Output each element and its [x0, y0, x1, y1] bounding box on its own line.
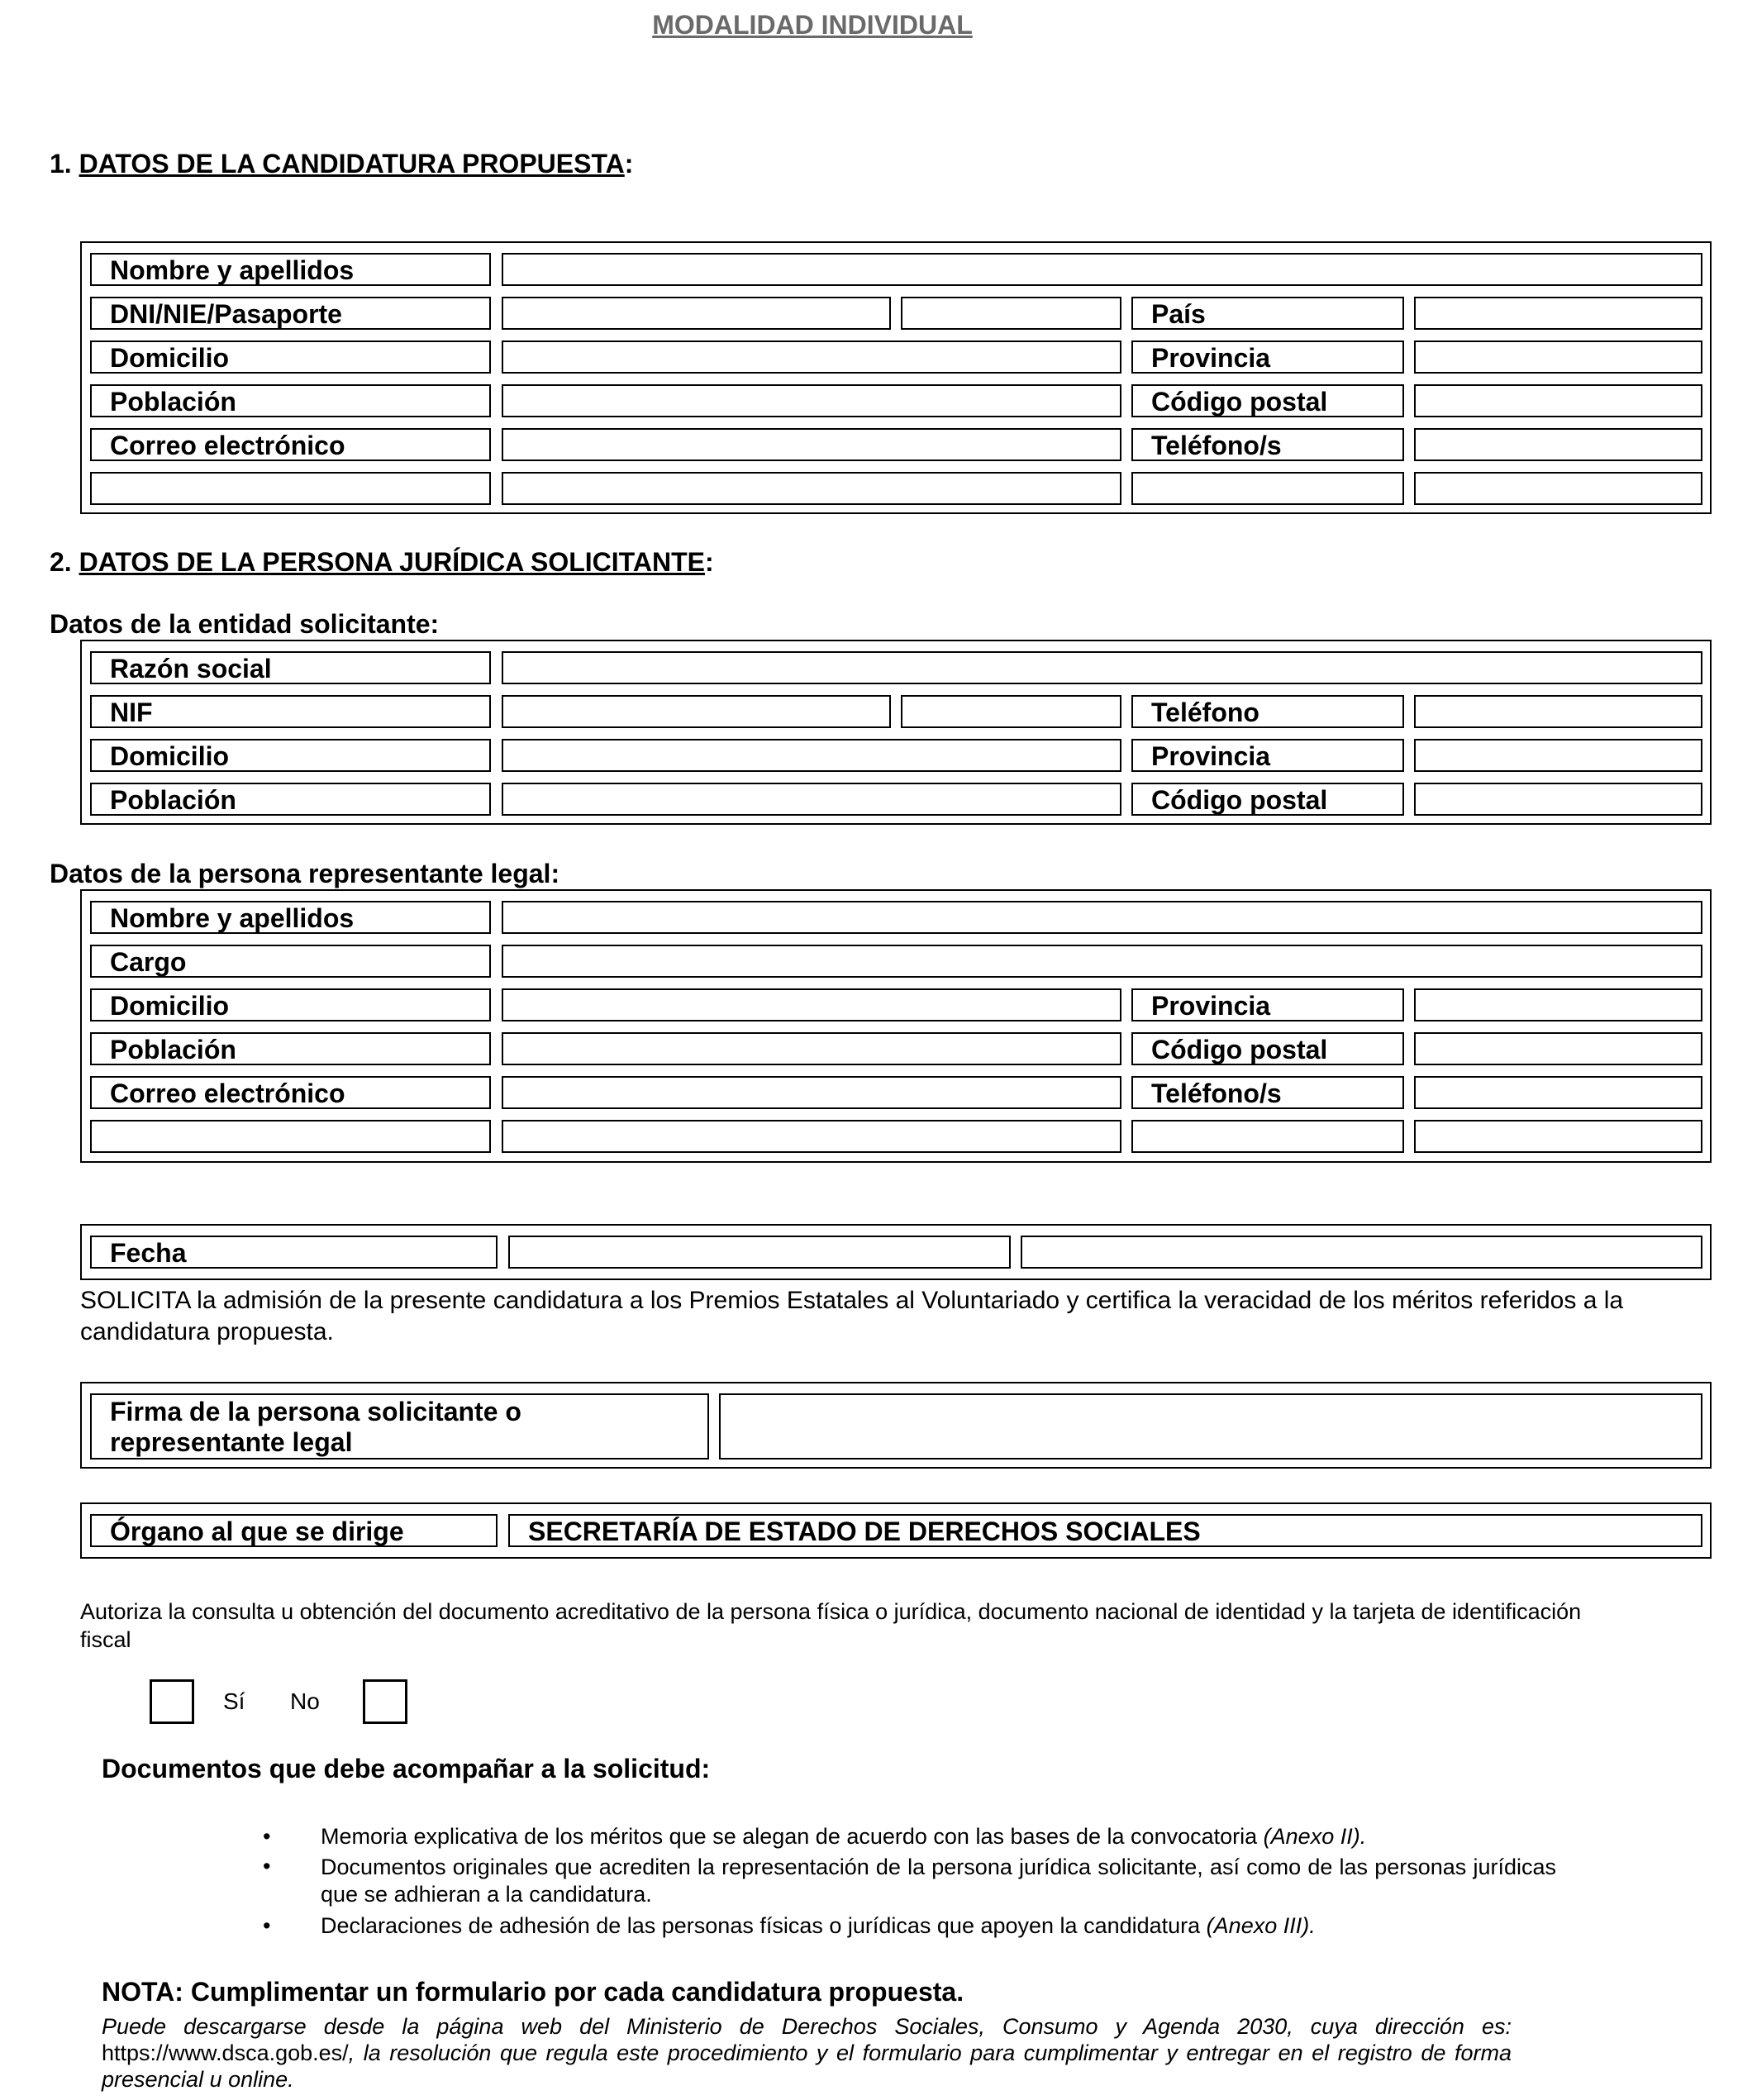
label-poblacion: Población	[90, 384, 491, 417]
nota-url-link[interactable]: https://www.dsca.gob.es/	[102, 2040, 349, 2065]
label-rep-telefonos: Teléfono/s	[1131, 1076, 1404, 1109]
input-domicilio[interactable]	[502, 340, 1121, 374]
label-pais: País	[1131, 297, 1404, 330]
input-rep-extra-2[interactable]	[502, 1120, 1121, 1153]
input-rep-codigo-postal[interactable]	[1414, 1032, 1702, 1065]
label-entidad-provincia: Provincia	[1131, 739, 1404, 772]
section-1-colon: :	[624, 149, 634, 179]
label-entidad-codigo-postal: Código postal	[1131, 783, 1404, 816]
section-2-title: DATOS DE LA PERSONA JURÍDICA SOLICITANTE	[79, 547, 705, 577]
input-poblacion[interactable]	[502, 384, 1121, 417]
label-entidad-domicilio: Domicilio	[90, 739, 491, 772]
section-2-number: 2.	[50, 547, 72, 577]
input-nombre-apellidos[interactable]	[502, 253, 1702, 286]
input-rep-nombre[interactable]	[502, 901, 1702, 934]
input-firma[interactable]	[719, 1393, 1702, 1460]
label-domicilio: Domicilio	[90, 340, 491, 374]
label-telefonos: Teléfono/s	[1131, 428, 1404, 461]
input-rep-cargo[interactable]	[502, 945, 1702, 978]
no-label: No	[290, 1688, 320, 1714]
documento-item-1-italic: (Anexo II).	[1263, 1824, 1367, 1849]
page-title: MODALIDAD INDIVIDUAL	[652, 10, 973, 40]
label-organo: Órgano al que se dirige	[90, 1514, 498, 1547]
label-razon-social: Razón social	[90, 651, 491, 684]
nota-text-after: , la resolución que regula este procedimiento y el formulario para cumplimentar y entregar en el registro de forma presencial u online.	[102, 2040, 1512, 2092]
input-rep-domicilio[interactable]	[502, 988, 1121, 1021]
input-fecha-1[interactable]	[508, 1236, 1011, 1269]
section-1-number: 1.	[50, 149, 72, 179]
input-correo[interactable]	[502, 428, 1121, 461]
documento-item-3	[321, 1912, 1556, 1940]
label-entidad-poblacion: Población	[90, 783, 491, 816]
documento-item-2	[321, 1854, 1556, 1908]
input-entidad-telefono[interactable]	[1414, 695, 1702, 728]
input-entidad-poblacion[interactable]	[502, 783, 1121, 816]
nota-text	[102, 2013, 1512, 2093]
input-rep-extra-1[interactable]	[90, 1120, 491, 1153]
entidad-panel	[80, 640, 1712, 825]
solicita-text: SOLICITA la admisión de la presente candidatura a los Premios Estatales al Voluntariado y certifica la veracidad de los méritos referidos a la candidatura propuesta.	[80, 1287, 1624, 1345]
documento-item-1-text: Memoria explicativa de los méritos que se alegan de acuerdo con las bases de la convocatoria	[321, 1824, 1264, 1849]
rep-subtitle: Datos de la persona representante legal:	[50, 859, 560, 888]
candidatura-panel	[80, 241, 1712, 514]
input-entidad-codigo-postal[interactable]	[1414, 783, 1702, 816]
nota-text-before: Puede descargarse desde la página web del Ministerio de Derechos Sociales, Consumo y Agenda 2030, cuya dirección es:	[102, 2014, 1512, 2039]
input-extra-4[interactable]	[1414, 472, 1702, 505]
label-provincia: Provincia	[1131, 340, 1404, 374]
firma-panel	[80, 1382, 1712, 1469]
organo-panel	[80, 1502, 1712, 1559]
input-rep-poblacion[interactable]	[502, 1032, 1121, 1065]
label-nombre-apellidos: Nombre y apellidos	[90, 253, 491, 286]
label-correo: Correo electrónico	[90, 428, 491, 461]
input-fecha-2[interactable]	[1021, 1236, 1702, 1269]
bullet-icon: •	[263, 1824, 271, 1849]
input-extra-2[interactable]	[502, 472, 1121, 505]
input-rep-correo[interactable]	[502, 1076, 1121, 1109]
input-rep-provincia[interactable]	[1414, 988, 1702, 1021]
yes-checkbox[interactable]	[150, 1679, 194, 1724]
organo-value: SECRETARÍA DE ESTADO DE DERECHOS SOCIALES	[508, 1514, 1702, 1547]
input-razon-social[interactable]	[502, 651, 1702, 684]
entity-subtitle: Datos de la entidad solicitante:	[50, 609, 440, 639]
documentos-heading: Documentos que debe acompañar a la solicitud:	[102, 1754, 711, 1783]
input-pais[interactable]	[1414, 297, 1702, 330]
label-rep-cargo: Cargo	[90, 945, 491, 978]
documento-item-3-text: Declaraciones de adhesión de las personas físicas o jurídicas que apoyen la candidatura	[321, 1913, 1207, 1938]
documento-item-1	[321, 1823, 1556, 1850]
label-entidad-telefono: Teléfono	[1131, 695, 1404, 728]
label-rep-domicilio: Domicilio	[90, 988, 491, 1021]
input-entidad-provincia[interactable]	[1414, 739, 1702, 772]
label-firma-line2: representante legal	[110, 1427, 353, 1457]
input-nif[interactable]	[502, 695, 891, 728]
label-fecha: Fecha	[90, 1236, 498, 1269]
label-rep-poblacion: Población	[90, 1032, 491, 1065]
input-nif-extra[interactable]	[901, 695, 1121, 728]
input-codigo-postal[interactable]	[1414, 384, 1702, 417]
input-telefonos[interactable]	[1414, 428, 1702, 461]
section-1-title: DATOS DE LA CANDIDATURA PROPUESTA	[79, 149, 625, 179]
input-dni-extra[interactable]	[901, 297, 1121, 330]
input-rep-extra-4[interactable]	[1414, 1120, 1702, 1153]
nota-heading: NOTA: Cumplimentar un formulario por cada candidatura propuesta.	[102, 1977, 964, 2007]
input-extra-3[interactable]	[1131, 472, 1404, 505]
bullet-icon: •	[263, 1913, 271, 1938]
label-rep-codigo-postal: Código postal	[1131, 1032, 1404, 1065]
input-entidad-domicilio[interactable]	[502, 739, 1121, 772]
input-rep-extra-3[interactable]	[1131, 1120, 1404, 1153]
label-firma-line1: Firma de la persona solicitante o	[110, 1397, 521, 1426]
section-2-colon: :	[704, 547, 714, 577]
fecha-panel	[80, 1224, 1712, 1280]
input-provincia[interactable]	[1414, 340, 1702, 374]
input-rep-telefonos[interactable]	[1414, 1076, 1702, 1109]
representante-panel	[80, 889, 1712, 1163]
bullet-icon: •	[263, 1854, 271, 1879]
label-dni: DNI/NIE/Pasaporte	[90, 297, 491, 330]
yes-label: Sí	[223, 1688, 245, 1714]
section-2-heading	[50, 547, 714, 578]
input-dni[interactable]	[502, 297, 891, 330]
documento-item-3-italic: (Anexo III).	[1206, 1913, 1316, 1938]
input-extra-1[interactable]	[90, 472, 491, 505]
autoriza-text: Autoriza la consulta u obtención del documento acreditativo de la persona física o jurídica, documento nacional de identidad y la tarjeta de identificación fiscal	[80, 1599, 1582, 1652]
label-rep-provincia: Provincia	[1131, 988, 1404, 1021]
section-1-heading	[50, 149, 633, 179]
label-rep-nombre: Nombre y apellidos	[90, 901, 491, 934]
label-nif: NIF	[90, 695, 491, 728]
label-rep-correo: Correo electrónico	[90, 1076, 491, 1109]
documento-item-2-text: Documentos originales que acrediten la representación de la persona jurídica solicitante, así como de las personas jurídicas que se adhieran a la candidatura.	[321, 1855, 1556, 1907]
label-firma	[90, 1393, 709, 1460]
no-checkbox[interactable]	[363, 1679, 407, 1724]
label-codigo-postal: Código postal	[1131, 384, 1404, 417]
